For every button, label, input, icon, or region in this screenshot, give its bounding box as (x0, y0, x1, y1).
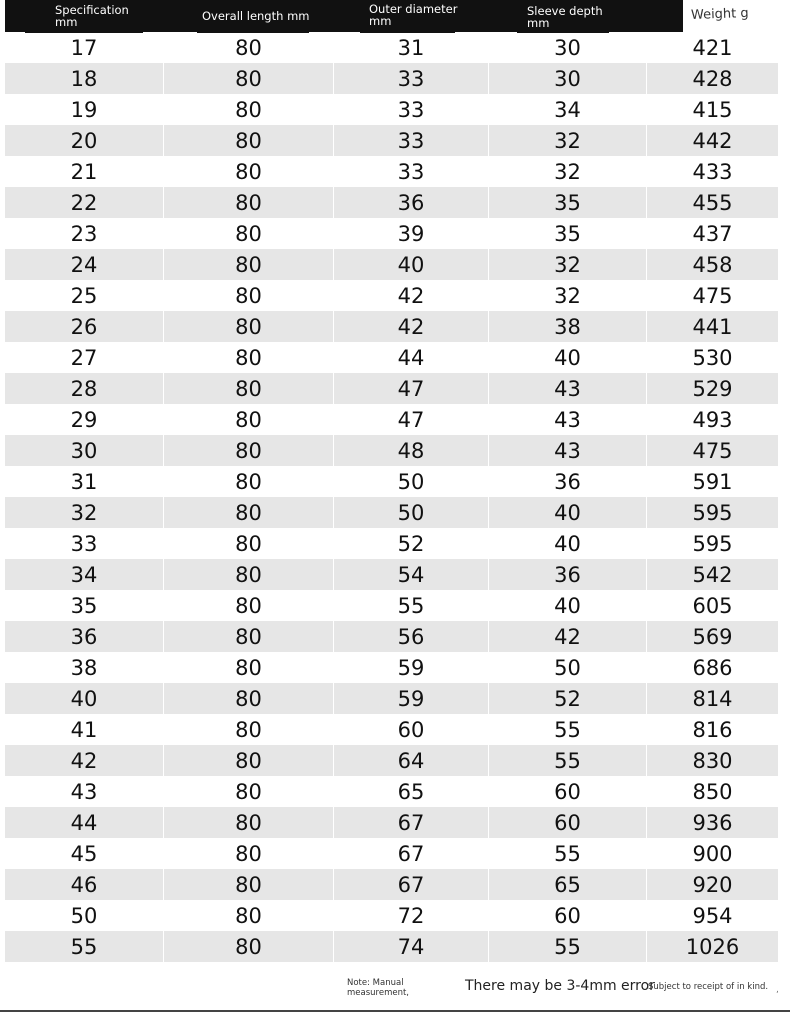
sleeve-depth-cell: 40 (489, 528, 647, 559)
weight-cell: 591 (692, 470, 733, 494)
table-row (5, 218, 778, 249)
outer-diameter-cell: 47 (334, 404, 489, 435)
note-label: Note: Manual measurement, (347, 978, 410, 998)
length-cell: 80 (164, 342, 334, 373)
sleeve-depth-cell: 30 (489, 63, 647, 94)
spec-cell: 26 (5, 311, 164, 342)
sleeve-depth-cell: 55 (489, 745, 647, 776)
spec-cell: 21 (5, 156, 164, 187)
length-cell: 80 (164, 156, 334, 187)
outer-diameter-cell: 67 (334, 838, 489, 869)
length-cell: 80 (164, 528, 334, 559)
sleeve-depth-cell: 38 (489, 311, 647, 342)
outer-diameter-cell: 39 (334, 218, 489, 249)
table-row (5, 807, 778, 838)
outer-diameter-cell: 59 (334, 652, 489, 683)
spec-cell: 38 (5, 652, 164, 683)
length-cell: 80 (164, 807, 334, 838)
length-cell: 80 (164, 435, 334, 466)
sleeve-depth-cell: 60 (489, 900, 647, 931)
weight-cell: 936 (692, 811, 733, 835)
spec-cell: 42 (5, 745, 164, 776)
length-cell: 80 (164, 94, 334, 125)
table-row (5, 32, 778, 63)
spec-cell: 22 (5, 187, 164, 218)
weight-cell: 493 (692, 408, 733, 432)
length-cell: 80 (164, 404, 334, 435)
weight-cell: 458 (692, 253, 733, 277)
header-underline (517, 30, 609, 33)
table-row (5, 621, 778, 652)
sleeve-depth-cell: 32 (489, 156, 647, 187)
spec-cell: 18 (5, 63, 164, 94)
sleeve-depth-cell: 35 (489, 218, 647, 249)
weight-cell: 1026 (685, 935, 740, 959)
sleeve-depth-cell: 42 (489, 621, 647, 652)
table-row (5, 404, 778, 435)
table-row (5, 590, 778, 621)
spec-cell: 27 (5, 342, 164, 373)
spec-cell: 41 (5, 714, 164, 745)
sleeve-depth-cell: 55 (489, 931, 647, 962)
outer-diameter-cell: 44 (334, 342, 489, 373)
outer-diameter-cell: 48 (334, 435, 489, 466)
weight-cell: 569 (692, 625, 733, 649)
outer-diameter-cell: 42 (334, 311, 489, 342)
spec-cell: 34 (5, 559, 164, 590)
length-cell: 80 (164, 745, 334, 776)
outer-diameter-cell: 33 (334, 156, 489, 187)
spec-cell: 36 (5, 621, 164, 652)
spec-table (5, 0, 778, 962)
length-cell: 80 (164, 32, 334, 63)
spec-cell: 55 (5, 931, 164, 962)
weight-cell: 595 (692, 532, 733, 556)
outer-diameter-cell: 40 (334, 249, 489, 280)
error-note: There may be 3-4mm error (465, 978, 655, 994)
outer-diameter-cell: 33 (334, 125, 489, 156)
spec-cell: 28 (5, 373, 164, 404)
table-row (5, 838, 778, 869)
length-cell: 80 (164, 652, 334, 683)
outer-diameter-cell: 31 (334, 32, 489, 63)
weight-cell: 814 (692, 687, 733, 711)
table-row (5, 342, 778, 373)
sleeve-depth-cell: 35 (489, 187, 647, 218)
spec-cell: 19 (5, 94, 164, 125)
table-row (5, 745, 778, 776)
header-sleeve: Sleeve depth mm (527, 4, 603, 30)
header-underline (25, 30, 143, 33)
table-row (5, 652, 778, 683)
spec-cell: 20 (5, 125, 164, 156)
sleeve-depth-cell: 55 (489, 838, 647, 869)
subject-note: Subject to receipt of in kind. (648, 982, 769, 992)
outer-diameter-cell: 42 (334, 280, 489, 311)
length-cell: 80 (164, 683, 334, 714)
outer-diameter-cell: 50 (334, 497, 489, 528)
header-outer: Outer diameter mm (369, 2, 458, 28)
length-cell: 80 (164, 466, 334, 497)
length-cell: 80 (164, 559, 334, 590)
header-underline (197, 30, 309, 33)
table-row (5, 187, 778, 218)
length-cell: 80 (164, 776, 334, 807)
table-row (5, 714, 778, 745)
weight-cell: 920 (692, 873, 733, 897)
spec-cell: 25 (5, 280, 164, 311)
sleeve-depth-cell: 32 (489, 125, 647, 156)
weight-cell: 441 (692, 315, 733, 339)
weight-cell: 415 (692, 98, 733, 122)
table-row (5, 156, 778, 187)
length-cell: 80 (164, 838, 334, 869)
table-row (5, 528, 778, 559)
length-cell: 80 (164, 900, 334, 931)
weight-cell: 816 (692, 718, 733, 742)
outer-diameter-cell: 54 (334, 559, 489, 590)
weight-cell: 850 (692, 780, 733, 804)
length-cell: 80 (164, 590, 334, 621)
table-row (5, 776, 778, 807)
weight-cell: 830 (692, 749, 733, 773)
sleeve-depth-cell: 34 (489, 94, 647, 125)
length-cell: 80 (164, 714, 334, 745)
outer-diameter-cell: 50 (334, 466, 489, 497)
weight-cell: 455 (692, 191, 733, 215)
header-weight-box (681, 0, 780, 32)
length-cell: 80 (164, 373, 334, 404)
table-row (5, 466, 778, 497)
table-row (5, 900, 778, 931)
sleeve-depth-cell: 40 (489, 590, 647, 621)
weight-cell: 686 (692, 656, 733, 680)
weight-cell: 433 (692, 160, 733, 184)
sleeve-depth-cell: 60 (489, 776, 647, 807)
spec-cell: 30 (5, 435, 164, 466)
outer-diameter-cell: 64 (334, 745, 489, 776)
weight-cell: 428 (692, 67, 733, 91)
spec-cell: 50 (5, 900, 164, 931)
outer-diameter-cell: 60 (334, 714, 489, 745)
outer-diameter-cell: 36 (334, 187, 489, 218)
table-row (5, 435, 778, 466)
sleeve-depth-cell: 36 (489, 466, 647, 497)
sleeve-depth-cell: 43 (489, 435, 647, 466)
outer-diameter-cell: 67 (334, 807, 489, 838)
header-spec: Specification mm (55, 3, 129, 29)
table-row (5, 311, 778, 342)
spec-cell: 17 (5, 32, 164, 63)
outer-diameter-cell: 56 (334, 621, 489, 652)
table-body (5, 32, 778, 962)
sleeve-depth-cell: 40 (489, 342, 647, 373)
weight-cell: 542 (692, 563, 733, 587)
spec-cell: 43 (5, 776, 164, 807)
length-cell: 80 (164, 931, 334, 962)
table-row (5, 869, 778, 900)
spec-cell: 31 (5, 466, 164, 497)
weight-cell: 530 (692, 346, 733, 370)
table-row (5, 63, 778, 94)
weight-cell: 954 (692, 904, 733, 928)
outer-diameter-cell: 67 (334, 869, 489, 900)
spec-cell: 46 (5, 869, 164, 900)
weight-cell: 442 (692, 129, 733, 153)
weight-cell: 605 (692, 594, 733, 618)
length-cell: 80 (164, 497, 334, 528)
outer-diameter-cell: 59 (334, 683, 489, 714)
spec-cell: 35 (5, 590, 164, 621)
weight-cell: 595 (692, 501, 733, 525)
header-weight: Weight g (690, 5, 749, 24)
length-cell: 80 (164, 63, 334, 94)
spec-cell: 45 (5, 838, 164, 869)
weight-cell: 475 (692, 284, 733, 308)
weight-cell: 900 (692, 842, 733, 866)
sleeve-depth-cell: 43 (489, 373, 647, 404)
spec-cell: 32 (5, 497, 164, 528)
sleeve-depth-cell: 36 (489, 559, 647, 590)
table-row (5, 683, 778, 714)
tick-mark: , (776, 985, 779, 995)
sleeve-depth-cell: 60 (489, 807, 647, 838)
outer-diameter-cell: 52 (334, 528, 489, 559)
length-cell: 80 (164, 869, 334, 900)
spec-cell: 33 (5, 528, 164, 559)
table-row (5, 373, 778, 404)
outer-diameter-cell: 65 (334, 776, 489, 807)
sleeve-depth-cell: 43 (489, 404, 647, 435)
outer-diameter-cell: 33 (334, 63, 489, 94)
table-row (5, 280, 778, 311)
sleeve-depth-cell: 50 (489, 652, 647, 683)
outer-diameter-cell: 55 (334, 590, 489, 621)
outer-diameter-cell: 72 (334, 900, 489, 931)
outer-diameter-cell: 33 (334, 94, 489, 125)
table-row (5, 497, 778, 528)
weight-cell: 421 (692, 36, 733, 60)
table-row (5, 249, 778, 280)
outer-diameter-cell: 74 (334, 931, 489, 962)
length-cell: 80 (164, 187, 334, 218)
bottom-divider (0, 1010, 790, 1012)
header-underline (360, 30, 455, 33)
spec-cell: 24 (5, 249, 164, 280)
sleeve-depth-cell: 55 (489, 714, 647, 745)
table-row (5, 931, 778, 962)
table-row (5, 94, 778, 125)
spec-cell: 44 (5, 807, 164, 838)
sleeve-depth-cell: 52 (489, 683, 647, 714)
length-cell: 80 (164, 125, 334, 156)
sleeve-depth-cell: 65 (489, 869, 647, 900)
weight-cell: 437 (692, 222, 733, 246)
table-row (5, 125, 778, 156)
spec-cell: 23 (5, 218, 164, 249)
spec-cell: 40 (5, 683, 164, 714)
length-cell: 80 (164, 280, 334, 311)
spec-cell: 29 (5, 404, 164, 435)
table-header (5, 0, 778, 32)
sleeve-depth-cell: 32 (489, 249, 647, 280)
header-length: Overall length mm (202, 9, 310, 23)
sleeve-depth-cell: 40 (489, 497, 647, 528)
weight-cell: 475 (692, 439, 733, 463)
sleeve-depth-cell: 32 (489, 280, 647, 311)
length-cell: 80 (164, 218, 334, 249)
table-row (5, 559, 778, 590)
length-cell: 80 (164, 621, 334, 652)
outer-diameter-cell: 47 (334, 373, 489, 404)
weight-cell: 529 (692, 377, 733, 401)
length-cell: 80 (164, 249, 334, 280)
length-cell: 80 (164, 311, 334, 342)
sleeve-depth-cell: 30 (489, 32, 647, 63)
